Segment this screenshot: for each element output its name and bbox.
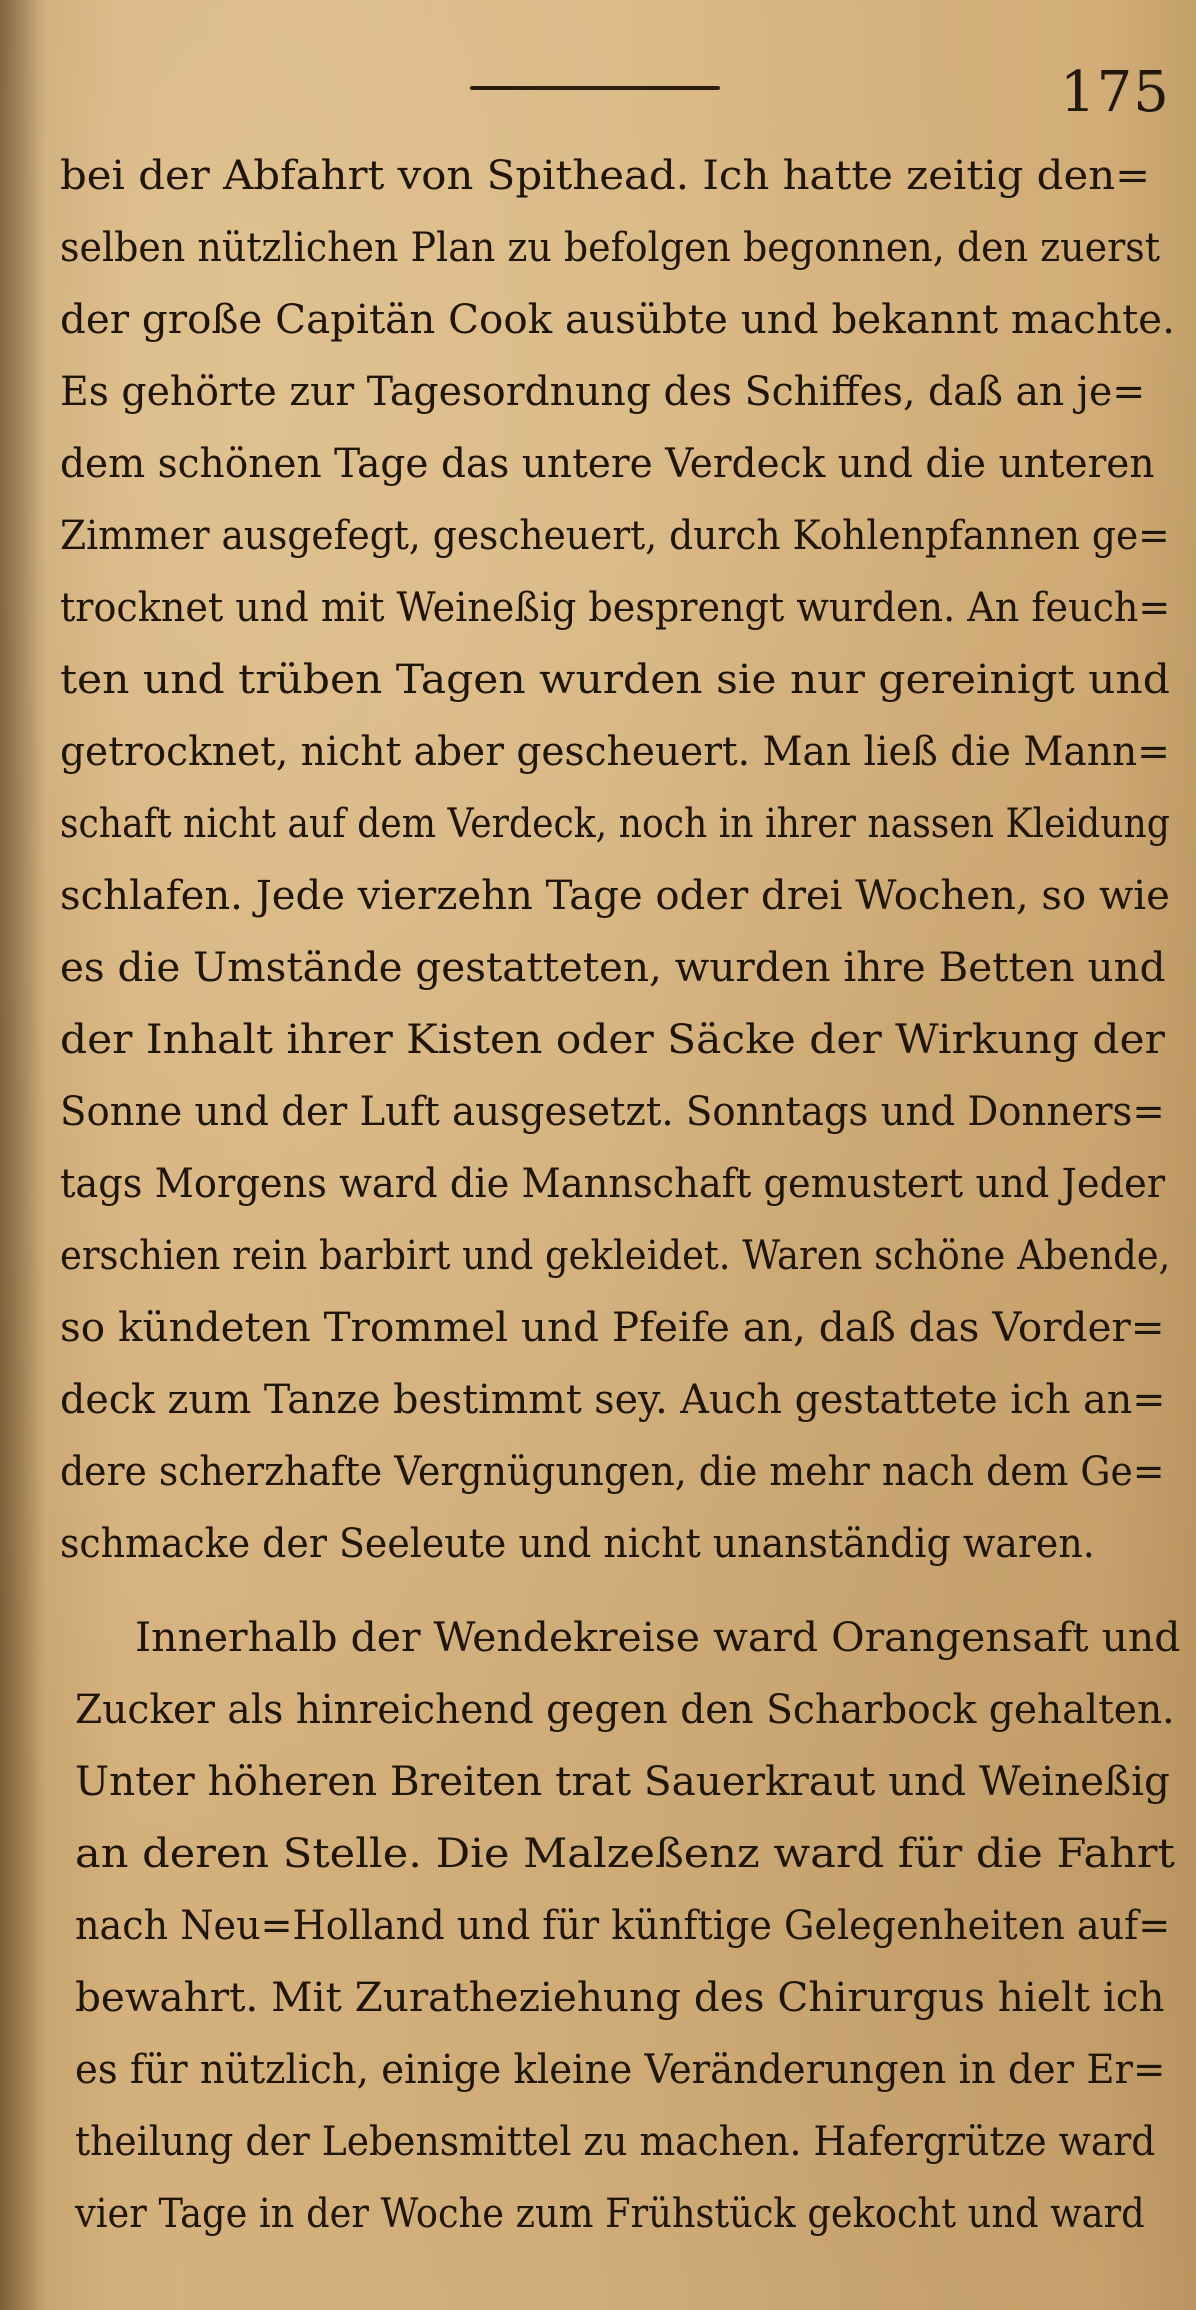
text-line: der Inhalt ihrer Kisten oder Säcke der Wirkung der	[60, 1017, 1165, 1063]
text-line: tags Morgens ward die Mannschaft gemustert und Jeder	[60, 1161, 1166, 1207]
text-line: selben nützlichen Plan zu befolgen begonnen, den zuerst	[60, 225, 1160, 271]
text-line: so kündeten Trommel und Pfeife an, daß das Vorder=	[60, 1305, 1165, 1351]
text-line: schaft nicht auf dem Verdeck, noch in ihrer nassen Kleidung	[60, 801, 1170, 847]
text-line: es für nützlich, einige kleine Veränderungen in der Er=	[75, 2047, 1166, 2093]
text-line: Unter höheren Breiten trat Sauerkraut und Weineßig	[75, 1759, 1170, 1805]
text-line: trocknet und mit Weineßig besprengt wurden. An feuch=	[60, 585, 1171, 631]
text-line: Zimmer ausgefegt, gescheuert, durch Kohlenpfannen ge=	[60, 513, 1170, 559]
text-line: Innerhalb der Wendekreise ward Orangensaft und	[135, 1615, 1181, 1661]
text-line: deck zum Tanze bestimmt sey. Auch gestattete ich an=	[60, 1377, 1166, 1423]
text-line: Zucker als hinreichend gegen den Scharbock gehalten.	[75, 1687, 1175, 1733]
text-line: es die Umstände gestatteten, wurden ihre Betten und	[60, 945, 1166, 991]
text-line: an deren Stelle. Die Malzeßenz ward für die Fahrt	[75, 1831, 1175, 1877]
text-line: der große Capitän Cook ausübte und bekannt machte.	[60, 297, 1175, 343]
text-line: schlafen. Jede vierzehn Tage oder drei Wochen, so wie	[60, 873, 1170, 919]
text-line: dere scherzhafte Vergnügungen, die mehr nach dem Ge=	[60, 1449, 1165, 1495]
text-line: bei der Abfahrt von Spithead. Ich hatte zeitig den=	[60, 153, 1151, 199]
text-line: erschien rein barbirt und gekleidet. Waren schöne Abende,	[60, 1233, 1171, 1279]
text-line: Es gehörte zur Tagesordnung des Schiffes, daß an je=	[60, 369, 1146, 415]
page-number: 175	[1060, 60, 1170, 125]
text-line: vier Tage in der Woche zum Frühstück gekocht und ward	[75, 2191, 1145, 2237]
text-line: dem schönen Tage das untere Verdeck und die unteren	[60, 441, 1155, 487]
text-line: getrocknet, nicht aber gescheuert. Man ließ die Mann=	[60, 729, 1170, 775]
text-line: nach Neu=Holland und für künftige Gelegenheiten auf=	[75, 1903, 1171, 1949]
text-line: Sonne und der Luft ausgesetzt. Sonntags und Donners=	[60, 1089, 1165, 1135]
text-line: ten und trüben Tagen wurden sie nur gereinigt und	[60, 657, 1170, 703]
text-line: theilung der Lebensmittel zu machen. Hafergrütze ward	[75, 2119, 1156, 2165]
text-line: schmacke der Seeleute und nicht unanständig waren.	[60, 1521, 1095, 1567]
text-line: bewahrt. Mit Zuratheziehung des Chirurgus hielt ich	[75, 1975, 1165, 2021]
